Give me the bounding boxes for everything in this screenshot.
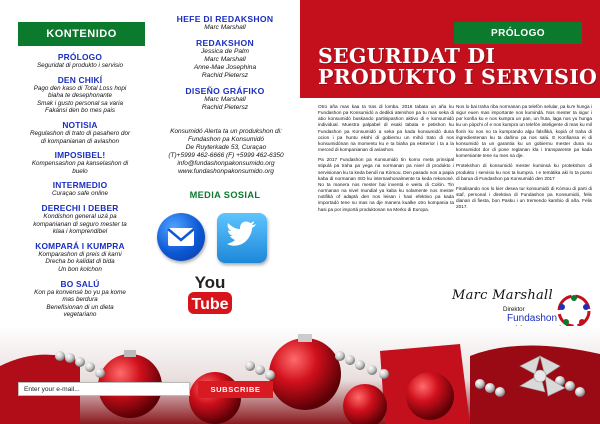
contents-item[interactable]	[6, 120, 154, 145]
contents-item[interactable]	[6, 75, 154, 115]
contents-item-title: INTERMEDIO	[52, 180, 108, 191]
designer-name: Marc Marshall	[204, 96, 246, 103]
contents-item-desc: Un bon kolchon	[58, 265, 102, 273]
designer-name: Rachid Pietersz	[201, 104, 249, 111]
youtube-icon[interactable]	[186, 268, 234, 318]
contents-item-desc: buelo	[72, 167, 88, 175]
contents-item-desc: kompanianan di seguro mester ta	[33, 220, 127, 228]
contents-item[interactable]	[6, 52, 154, 70]
article-column-2	[456, 104, 592, 215]
headline	[318, 46, 598, 88]
article-column-1	[318, 104, 454, 217]
masthead	[150, 14, 300, 112]
contents-item-desc: Komparashon di preis di karni	[38, 250, 122, 258]
headline-line-2: PRODUKTO I SERVISIO	[318, 65, 598, 89]
contents-item-desc: Curaçao safe online	[51, 190, 108, 198]
contact-line: www.fundashonpakonsumido.org	[178, 168, 274, 176]
contents-item-title: KOMPARÁ I KUMPRA	[35, 240, 125, 251]
design-heading: DISEÑO GRÁFIKO	[185, 86, 265, 96]
staff-list	[150, 48, 300, 80]
contact-block	[146, 128, 306, 177]
article-paragraph: Otro aña mas kaa ta tras di lomba. 2016 tabata un aña ku Fundashon pa Konsumidó a dediká atenshon pa tu mas seka di abo konsumidó buskando partisipashon aktivo di e konsumidó individual. Muestra palpabel di esaki tabata e petishon ku Fundashon pa Konsumidó a seka pa kada konsumidó duna ocion i pa huntu ekshi di gobiernu un mihó trato di nos konsumidónan na momentu ku e ta biaha pa eksterior i ta a la merced di kompanianan di aviashon.	[318, 104, 454, 153]
article-paragraph: Finalisando nos lo kier desea tur konsumidó di Kòrsou di parti di staf, personal i direktiva di Fundashon pa Konsumidó, felis dianan di fiesta, bon Pasku i un tremendo kambio di aña. Felis 2017.	[456, 185, 592, 210]
staff-name: Jessica de Palm	[200, 48, 249, 55]
contents-item-title: BO SALÚ	[60, 278, 100, 289]
contents-item[interactable]	[6, 241, 154, 274]
contents-item-title: DEN CHIKÍ	[57, 74, 103, 85]
contents-item-desc: Kondishon general uzá pa	[43, 212, 117, 220]
contact-line: info@fundashonpakonsumido.org	[177, 160, 275, 168]
email-input[interactable]: Enter your e-mail...	[18, 382, 190, 396]
staff-name: Anne-Mae Josephina	[193, 64, 257, 71]
contents-item[interactable]	[6, 279, 154, 319]
org-name-line-1: Fundashon	[507, 313, 558, 324]
social-media-heading: MEDIA SOSIAL	[189, 190, 261, 200]
contents-item-desc: Pago den kaso di Total Loss hopi	[33, 84, 127, 92]
editor-heading: HEFE DI REDAKSHON	[176, 14, 274, 24]
contact-line: (T)+5999 462-6666 (F) +5999 462-6350	[168, 152, 284, 160]
contents-item-desc: biaha te desephonante	[47, 92, 113, 100]
article-paragraph: Nos lo bai traha riba normanan pa telefòn selular, pa ku'e hunga i sigur euen mas importante nos kumindá. Nos mester ta sigur i por konfia ku e nos kumpra un pan, un fruta, laga nos yu hunga ku un pòpchi of e nos kumpra un telefòn inteligente di mas ku mil florin ku nos no ta kumprando algu falsifiká, kopiá of traha di ingredientenan ku ta dañino pa nos salú. E Konfiansa ei di konsumidó ta un garantia ku un gobiernu mester duna su konsumidot dor di pone reglanan kla i transparente pa kada komersiante tene su mes na dje.	[456, 104, 592, 159]
director-role: Direktor	[503, 306, 525, 313]
contents-item-desc: Smak i gusto personal sa varia	[36, 99, 124, 107]
staff-name: Marc Marshall	[204, 56, 246, 63]
contact-line: Fundashon pa Konsumidó	[188, 136, 264, 144]
contents-item-desc: Fakánsi den bo mes pais	[44, 107, 115, 115]
envelope-icon[interactable]	[157, 213, 205, 261]
director-signature: Marc Marshall	[452, 288, 553, 303]
prologue-tag: PRÓLOGO	[454, 22, 582, 44]
contents-item[interactable]	[6, 203, 154, 236]
staff-heading: REDAKSHON	[195, 38, 255, 48]
contents-item-desc: klaa i komprendibel	[52, 228, 108, 236]
contents-item-title: DERECHI I DEBER	[41, 202, 119, 213]
contents-item-title: PRÓLOGO	[57, 52, 103, 62]
headline-line-1: SEGURIDAT DI	[318, 44, 496, 68]
design-list	[150, 96, 300, 112]
contents-item-title: NOTISIA	[62, 119, 98, 130]
contents-item-desc: di kompanianan di aviashon	[40, 137, 120, 145]
contents-item-desc: Regulashon di trato di pasahero dor	[29, 129, 131, 137]
article-paragraph: Pa 2017 Fundashon pa Konsumidó tin komo meta prinsipal stipulá pa traha pa yega na normanan pa nivel di produkto i servisionan ku ta keda bendí na Kòrsou. Den pasado nos a papia kaba di normanan ISO ku internashonalmente ta keda rekonosé. No ta manera nos mester bai inventá e weitu di Colón. Tin normanan na nivel mundial ya kaba ku solamente nos mester notifiká of adaptá den nos leisan i hasi efektivo pa kada importadó tene su mas na dje manera kualke otro kompania ta hasi pa por importá produktonan na Merko di Europa.	[318, 157, 454, 212]
subscribe-button[interactable]: SUBSCRIBE	[198, 381, 273, 398]
youtube-word-you: You	[194, 273, 226, 292]
contents-list	[6, 52, 154, 324]
twitter-bird-icon[interactable]	[217, 213, 267, 263]
youtube-word-tube: Tube	[191, 296, 229, 313]
contents-item-title: IMPOSIBEL!	[54, 150, 106, 161]
staff-name: Rachid Pietersz	[201, 72, 249, 79]
contents-item-desc: Drecha bo kalidat di bida	[45, 258, 115, 266]
contents-item-desc: vegetariano	[63, 311, 97, 319]
contents-item-desc: mas berdura	[62, 296, 98, 304]
contents-item-desc: Benefisionan di un dieta	[46, 303, 114, 311]
contents-item[interactable]	[6, 150, 154, 175]
contact-line: Konsumidó Alerta ta un produkshon di:	[170, 128, 282, 135]
article-paragraph: Protekshon di konsumidó mester kuminsá ku protekshon di produkto i servisio ku nos ta kumpra. I e temátika aki lo ta punto di barua di Fundashon pa Konsumidó den 2017	[456, 163, 592, 181]
contents-header: KONTENIDO	[18, 22, 145, 46]
contents-item[interactable]	[6, 180, 154, 198]
contents-item-desc: Seguridat di produkto i servisio	[36, 62, 124, 69]
holiday-decoration-image	[0, 326, 600, 424]
contents-item-desc: Kompensashon pa kanselashon di	[31, 160, 129, 168]
editor-name: Marc Marshall	[204, 24, 246, 31]
contents-item-desc: Kon pa konvensé bo yu pa kome	[34, 288, 126, 296]
contact-line: De Ruyterkade 53, Curaçao	[185, 144, 267, 152]
